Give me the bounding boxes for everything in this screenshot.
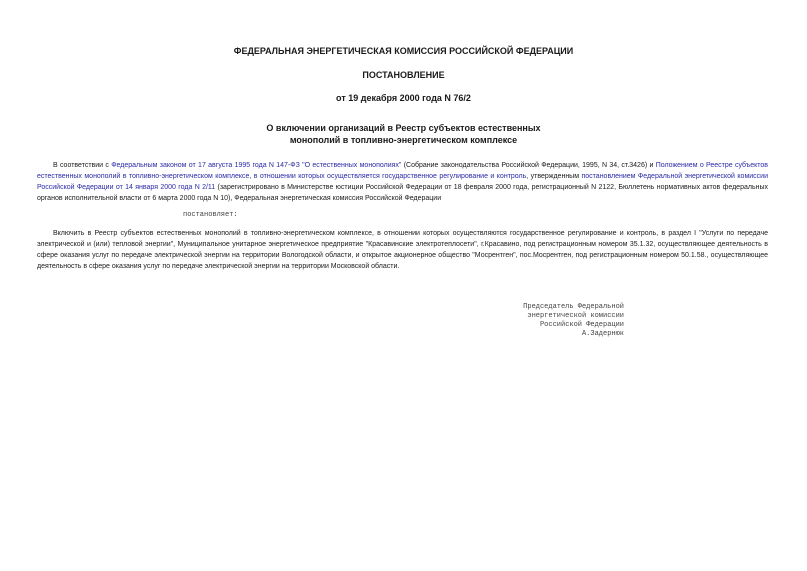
document-type: ПОСТАНОВЛЕНИЕ [362,70,445,80]
preamble-text-1: В соответствии с [53,162,112,169]
signature-line-2: энергетической комиссии [527,312,624,320]
link-fek-resolution[interactable]: постановлением Федеральной энергетической комиссии Российской Федерации от 14 января 2000 года N 2/11 [37,173,768,191]
signature-line-3: Российской Федерации [539,321,624,329]
title-line-2: монополий в топливно-энергетическом комплексе [289,135,518,145]
operative-paragraph: Включить в Реестр субъектов естественных монополий в топливно-энергетическом комплексе, в отношении которых осуществляются государственное регулирование и контроль, в раздел I "Услуги по передаче электрической и (или) тепловой энергии", Муниципальное унитарное энергетическое предприятие "Красавинские электротеплосети", г.Красавино, под регистрационным номером 35.1.32, осуществляющее деятельность в сфере оказания услуг по передаче электрической энергии на территории Вологодской области, и открытое акционерное общество "Мосрентген", пос.Мосрентген, под регистрационным номером 50.1.58., осуществляющее деятельность в сфере оказания услуг по передаче электрической энергии на территории Московской области. [37,230,768,270]
decree-word: постановляет: [183,211,238,219]
signatory-name: А.Задернюк [581,330,624,338]
link-federal-law[interactable]: Федеральным законом от 17 августа 1995 года N 147-ФЗ "О естественных монополиях" [111,162,402,169]
signature-block [500,303,624,339]
issuer-header: ФЕДЕРАЛЬНАЯ ЭНЕРГЕТИЧЕСКАЯ КОМИССИЯ РОССИЙСКОЙ ФЕДЕРАЦИИ [233,46,574,56]
document-title [0,122,807,146]
title-line-1: О включении организаций в Реестр субъектов естественных [266,123,541,133]
document-date: от 19 декабря 2000 года N 76/2 [336,93,471,103]
preamble-text-3: , утвержденным [526,173,582,180]
preamble-text-4: (зарегистрировано в Министерстве юстиции Российской Федерации от 18 февраля 2000 года, регистрационный N 2122, Бюллетень нормативных актов федеральных органов исполнительной власти от 6 марта 2000 года N 10), Федеральная энергетическая комиссия Российской Федерации [37,184,768,202]
preamble-text-2: (Собрание законодательства Российской Федерации, 1995, N 34, ст.3426) и [401,162,656,169]
link-registry-regulation[interactable]: Положением о Реестре субъектов естественных монополий в топливно-энергетическом комплексе, в отношении которых осуществляется государственное регулирование и контроль [37,162,768,180]
signature-line-1: Председатель Федеральной [523,303,624,311]
preamble-paragraph [37,160,768,204]
